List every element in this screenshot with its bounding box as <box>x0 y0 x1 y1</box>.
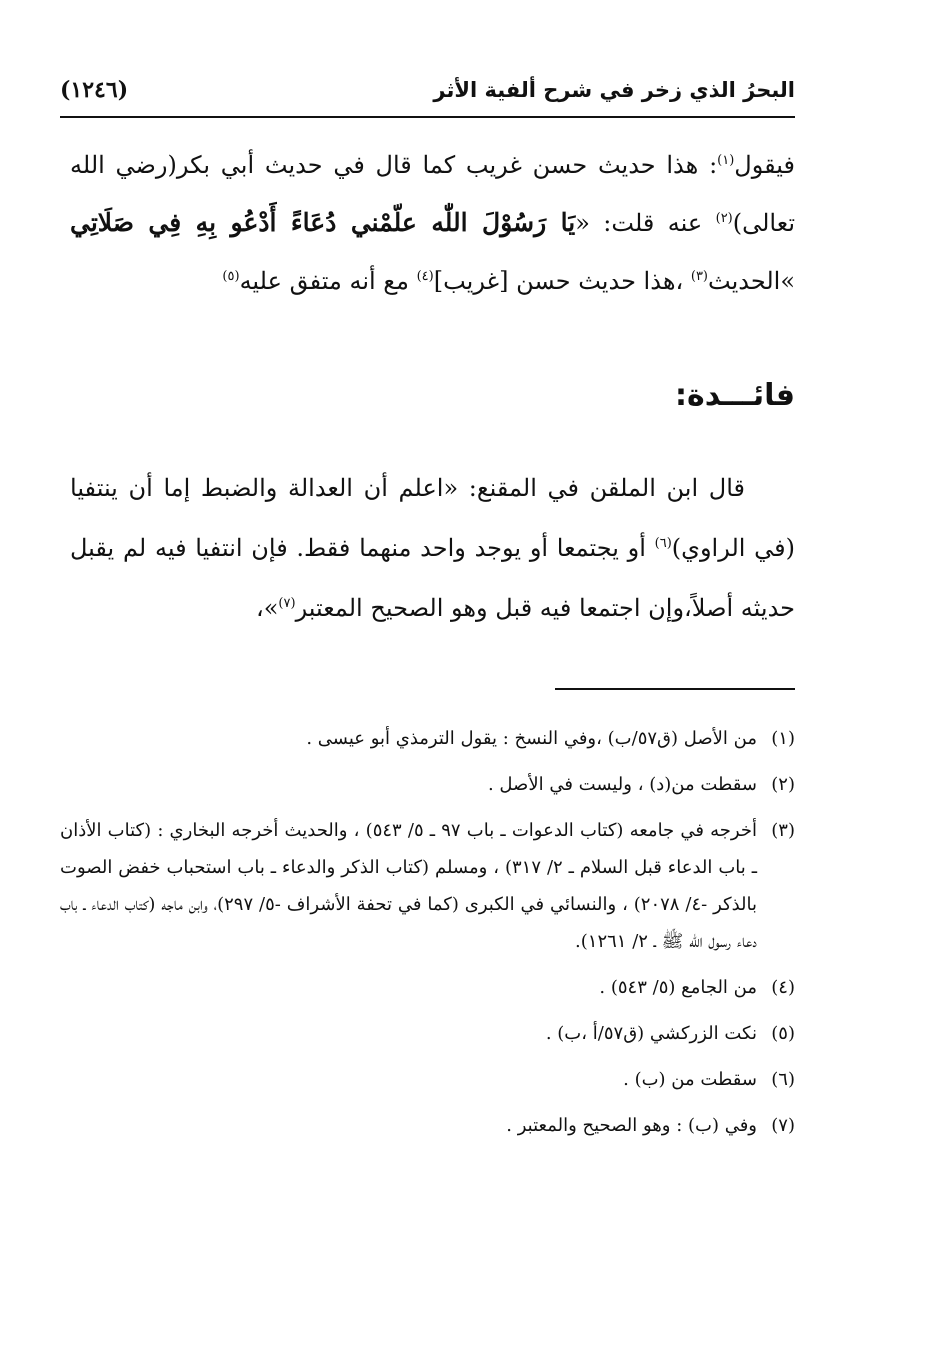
text-segment: »، <box>255 594 279 622</box>
footnote-marker-2: (٢) <box>715 211 733 226</box>
footnote-number: (٣) <box>771 820 795 841</box>
text-segment: مع أنه متفق عليه <box>239 267 417 295</box>
text-segment: فيقول <box>734 151 795 179</box>
footnote-number: (٥) <box>771 1023 795 1044</box>
text-segment: ،هذا حديث حسن [غريب] <box>433 267 691 295</box>
footnote-separator <box>555 688 795 690</box>
main-paragraph-1 <box>70 136 795 310</box>
footnote-marker-3: (٣) <box>690 269 708 284</box>
running-header <box>60 70 795 110</box>
footnote-item <box>60 969 795 1006</box>
footnote-text: سقطت من (ب) . <box>623 1069 757 1090</box>
footnote-text: وفي (ب) : وهو الصحيح والمعتبر . <box>506 1115 757 1136</box>
footnote-text: من الجامع (٥/ ٥٤٣) . <box>599 977 757 998</box>
header-rule <box>60 116 795 118</box>
hadith-quote: يَا رَسُوْلَ اللّٰه علّمْني دُعَاءً أَدْعُو بِهِ فِي صَلَاتِي <box>70 208 576 237</box>
footnote-text: من الأصل (ق٥٧/ب) ،وفي النسخ : يقول الترمذي أبو عيسى . <box>306 728 757 749</box>
footnote-number: (٧) <box>771 1115 795 1136</box>
footnote-item <box>60 766 795 803</box>
footnote-item <box>60 1107 795 1144</box>
footnote-marker-6: (٦) <box>654 536 672 551</box>
text-segment-last-line <box>256 594 684 622</box>
footnote-number: (١) <box>771 728 795 749</box>
footnote-item <box>60 1015 795 1052</box>
footnote-item <box>60 720 795 757</box>
footnote-text: أخرجه في جامعه (كتاب الدعوات ـ باب ٩٧ ـ ٥/ ٥٤٣) ، والحديث أخرجه البخاري : (كتاب الأذان ـ باب الدعاء قبل السلام ـ ٢/ ٣١٧) ، ومسلم (كتاب الذكر والدعاء ـ باب استحباب خفض الصوت بالذكر -٤/ ٢٠٧٨) ، والنسائي في الكبرى (كما في تحفة الأشراف -٥/ ٢٩٧)، وابن ماجه (كتاب الدعاء ـ باب دعاء رسول الله ﷺ ـ ٢/ ١٢٦١). <box>60 820 758 952</box>
text-segment: : <box>709 151 718 179</box>
footnote-item <box>60 1061 795 1098</box>
footnote-number: (٢) <box>771 774 795 795</box>
footnote-marker-5: (٥) <box>222 269 240 284</box>
footnotes-list <box>60 720 795 1153</box>
footnote-marker-4: (٤) <box>416 269 434 284</box>
footnote-marker-1: (١) <box>717 153 735 168</box>
page-number: (١٢٤٦) <box>60 77 129 103</box>
footnote-number: (٤) <box>771 977 795 998</box>
footnote-marker-7: (٧) <box>278 596 296 611</box>
text-segment: هذا حديث حسن غريب كما قال في حديث أبي بكر(رضي الله تعالى) <box>70 151 795 237</box>
main-paragraph-2 <box>70 458 795 638</box>
text-segment: عنه قلت: « <box>575 209 716 237</box>
footnote-item <box>60 812 795 960</box>
footnote-number: (٦) <box>771 1069 795 1090</box>
text-segment: قال ابن الملقن في المقنع: «اعلم أن العدالة والضبط إما أن ينتفيا (في الراوي) <box>70 474 795 562</box>
footnote-text: نكت الزركشي (ق٥٧/أ ،ب) . <box>545 1023 757 1044</box>
book-title: البحرُ الذي زخر في شرح ألفية الأثر <box>433 78 795 102</box>
text-segment: وإن اجتمعا فيه قبل وهو الصحيح المعتبر <box>295 594 685 622</box>
book-page <box>60 60 795 1310</box>
footnote-text: سقطت من(د) ، وليست في الأصل . <box>487 774 757 795</box>
text-segment: »الحديث <box>708 267 795 295</box>
text-segment: أو يجتمعا أو يوجد واحد منهما فقط. فإن انتفيا فيه لم يقبل حديثه أصلاً، <box>70 534 795 622</box>
section-title: فائـــدة: <box>675 378 795 413</box>
